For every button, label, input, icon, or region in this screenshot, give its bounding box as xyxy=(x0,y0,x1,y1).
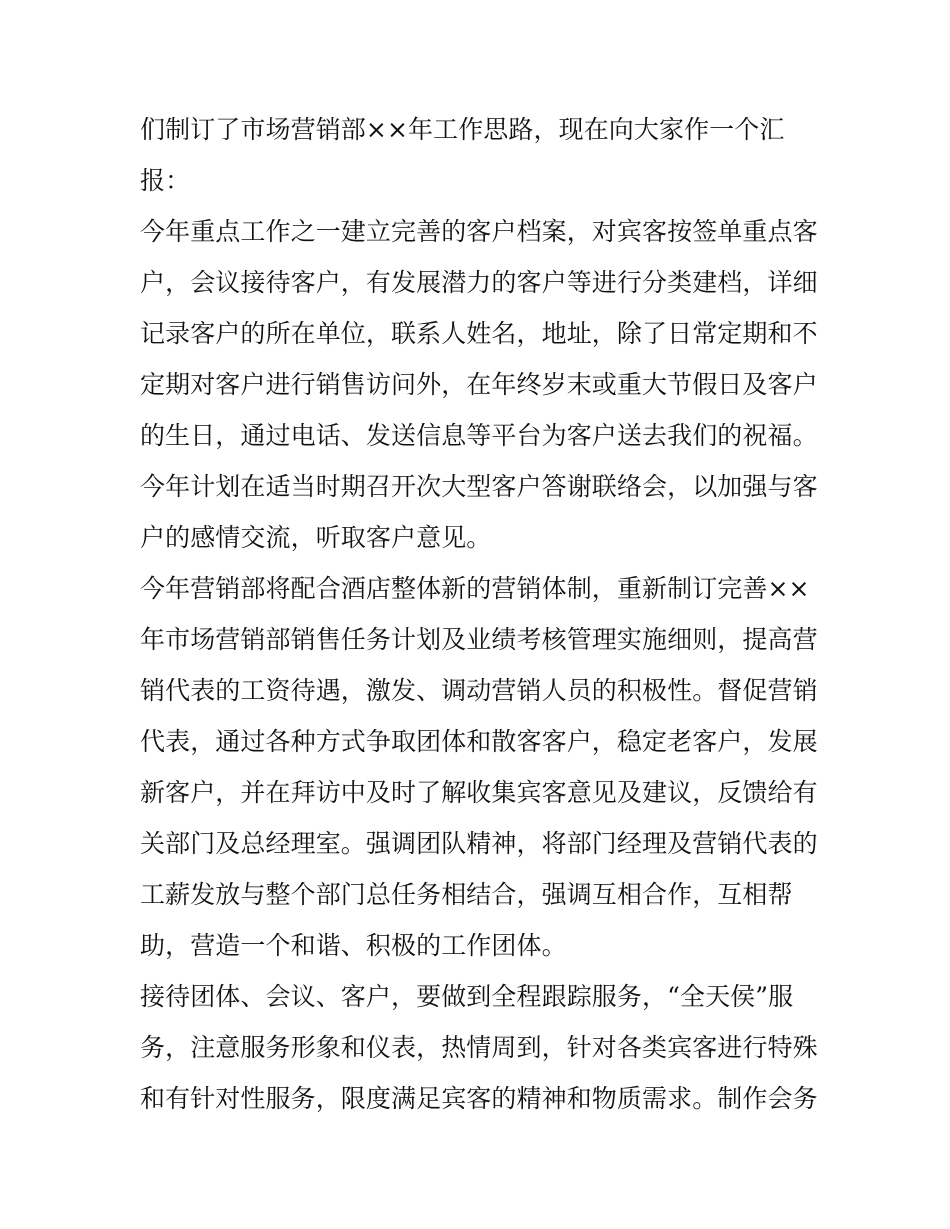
text-line: 定期对客户进行销售访问外，在年终岁末或重大节假日及客户 xyxy=(140,370,818,399)
text-line: 的生日，通过电话、发送信息等平台为客户送去我们的祝福。 xyxy=(140,421,818,450)
text-line: 接待团体、会议、客户，要做到全程跟踪服务，“全天侯”服 xyxy=(140,982,794,1011)
text-line: 助，营造一个和谐、积极的工作团体。 xyxy=(140,931,567,960)
text-line: 务，注意服务形象和仪表，热情周到，针对各类宾客进行特殊 xyxy=(140,1033,818,1062)
text-line: 代表，通过各种方式争取团体和散客客户，稳定老客户，发展 xyxy=(140,727,818,756)
text-line: 新客户，并在拜访中及时了解收集宾客意见及建议，反馈给有 xyxy=(140,778,818,807)
text-line: 销代表的工资待遇，激发、调动营销人员的积极性。督促营销 xyxy=(140,676,818,705)
text-line: 今年营销部将配合酒店整体新的营销体制，重新制订完善×× xyxy=(140,574,810,603)
text-line: 户的感情交流，听取客户意见。 xyxy=(140,523,492,552)
text-line: 报： xyxy=(140,166,191,195)
text-line: 关部门及总经理室。强调团队精神，将部门经理及营销代表的 xyxy=(140,829,818,858)
text-line: 工薪发放与整个部门总任务相结合，强调互相合作，互相帮 xyxy=(140,880,793,909)
text-line: 们制订了市场营销部××年工作思路，现在向大家作一个汇 xyxy=(140,115,785,144)
text-line: 和有针对性服务，限度满足宾客的精神和物质需求。制作会务 xyxy=(140,1084,818,1113)
text-line: 今年计划在适当时期召开次大型客户答谢联络会，以加强与客 xyxy=(140,472,818,501)
text-line: 户，会议接待客户，有发展潜力的客户等进行分类建档，详细 xyxy=(140,268,818,297)
text-line: 记录客户的所在单位，联系人姓名，地址，除了日常定期和不 xyxy=(140,319,818,348)
text-line: 年市场营销部销售任务计划及业绩考核管理实施细则，提高营 xyxy=(140,625,818,654)
text-line: 今年重点工作之一建立完善的客户档案，对宾客按签单重点客 xyxy=(140,217,818,246)
